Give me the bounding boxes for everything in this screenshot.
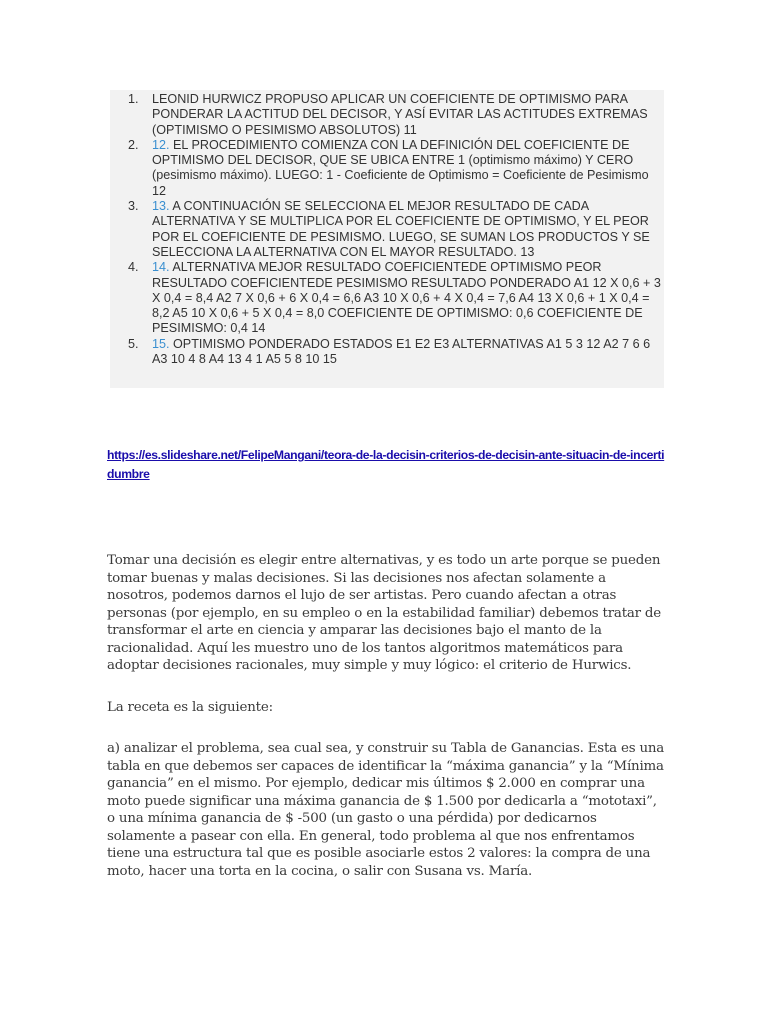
list-item-number: 3. [128,199,139,214]
intro-paragraph: Tomar una decisión es elegir entre alternativas, y es todo un arte porque se pueden tomar buenas y malas decisiones. Si las decisiones nos afectan solamente a nosotros, podemos darnos el lujo de ser artistas. Pero cuando afectan a otras personas (por ejemplo, en su empleo o en la estabilidad familiar) debemos tratar de transformar el arte en ciencia y amparar las decisiones bajo el manto de la racionalidad. Aquí les muestro uno de los tantos algoritmos matemáticos para adoptar decisiones racionales, muy simple y muy lógico: el criterio de Hurwics. [107,553,662,673]
step-a-paragraph: a) analizar el problema, sea cual sea, y construir su Tabla de Ganancias. Esta es una tabla en que debemos ser capaces de identificar la “máxima ganancia” y la “Mínima ganancia” en el mismo. Por ejemplo, dedicar mis últimos $ 2.000 en comprar una moto puede significar una máxima ganancia de $ 1.500 por dedicarla a “mototaxi”, o una mínima ganancia de $ -500 (un gasto o una pérdida) por dedicarnos solamente a pasear con ella. En general, todo problema al que nos enfrentamos tiene una estructura tal que es posible asociarle estos 2 valores: la compra de una moto, hacer una torta en la cocina, o salir con Susana vs. María. [107,741,665,879]
list-item-text: ALTERNATIVA MEJOR RESULTADO COEFICIENTEDE OPTIMISMO PEOR RESULTADO COEFICIENTEDE PESIMISMO RESULTADO PONDERADO A1 12 X 0,6 + 3 X 0,4 = 8,4 A2 7 X 0,6 + 6 X 0,4 = 6,6 A3 10 X 0,6 + 4 X 0,4 = 7,6 A4 13 X 0,6 + 1 X 0,4 = 8,2 A5 10 X 0,6 + 5 X 0,4 = 8,0 COEFICIENTE DE OPTIMISMO: 0,6 COEFICIENTE DE PESIMISMO: 0,4 14 [152,260,661,336]
numbered-list [128,92,664,367]
list-item-text: EL PROCEDIMIENTO COMIENZA CON LA DEFINICIÓN DEL COEFICIENTE DE OPTIMISMO DEL DECISOR, QUE SE UBICA ENTRE 1 (optimismo máximo) Y CERO (pesimismo máximo). LUEGO: 1 - Coeficiente de Optimismo = Coeficiente de Pesimismo 12 [152,137,649,198]
list-item-number: 4. [128,260,139,275]
list-item-reference: 15. [152,336,170,351]
list-item [128,337,664,368]
list-item-number: 1. [128,92,139,106]
list-item-text: LEONID HURWICZ PROPUSO APLICAR UN COEFICIENTE DE OPTIMISMO PARA PONDERAR LA ACTITUD DEL DECISOR, Y ASÍ EVITAR LAS ACTITUDES EXTREMAS (OPTIMISMO O PESIMISMO ABSOLUTOS) 11 [152,92,648,137]
list-item [128,199,664,260]
list-item [128,92,664,138]
source-link[interactable]: https://es.slideshare.net/FelipeMangani/teora-de-la-decisin-criterios-de-decisin-ante-situacin-de-incertidumbre [107,448,665,481]
list-item-number: 2. [128,137,139,152]
list-item-text: OPTIMISMO PONDERADO ESTADOS E1 E2 E3 ALTERNATIVAS A1 5 3 12 A2 7 6 6 A3 10 4 8 A4 13 4 1 A5 5 8 10 15 [152,336,651,367]
list-item [128,138,664,199]
list-item-reference: 14. [152,260,170,275]
list-item [128,260,664,336]
list-item-reference: 12. [152,137,170,152]
list-item-reference: 13. [152,199,170,214]
list-item-number: 5. [128,336,139,351]
list-item-text: A CONTINUACIÓN SE SELECCIONA EL MEJOR RESULTADO DE CADA ALTERNATIVA Y SE MULTIPLICA POR EL COEFICIENTE DE OPTIMISMO, Y EL PEOR POR EL COEFICIENTE DE PESIMISMO. LUEGO, SE SUMAN LOS PRODUCTOS Y SE SELECCIONA LA ALTERNATIVA CON EL MAYOR RESULTADO. 13 [152,199,650,259]
recipe-heading-paragraph: La receta es la siguiente: [107,700,273,715]
